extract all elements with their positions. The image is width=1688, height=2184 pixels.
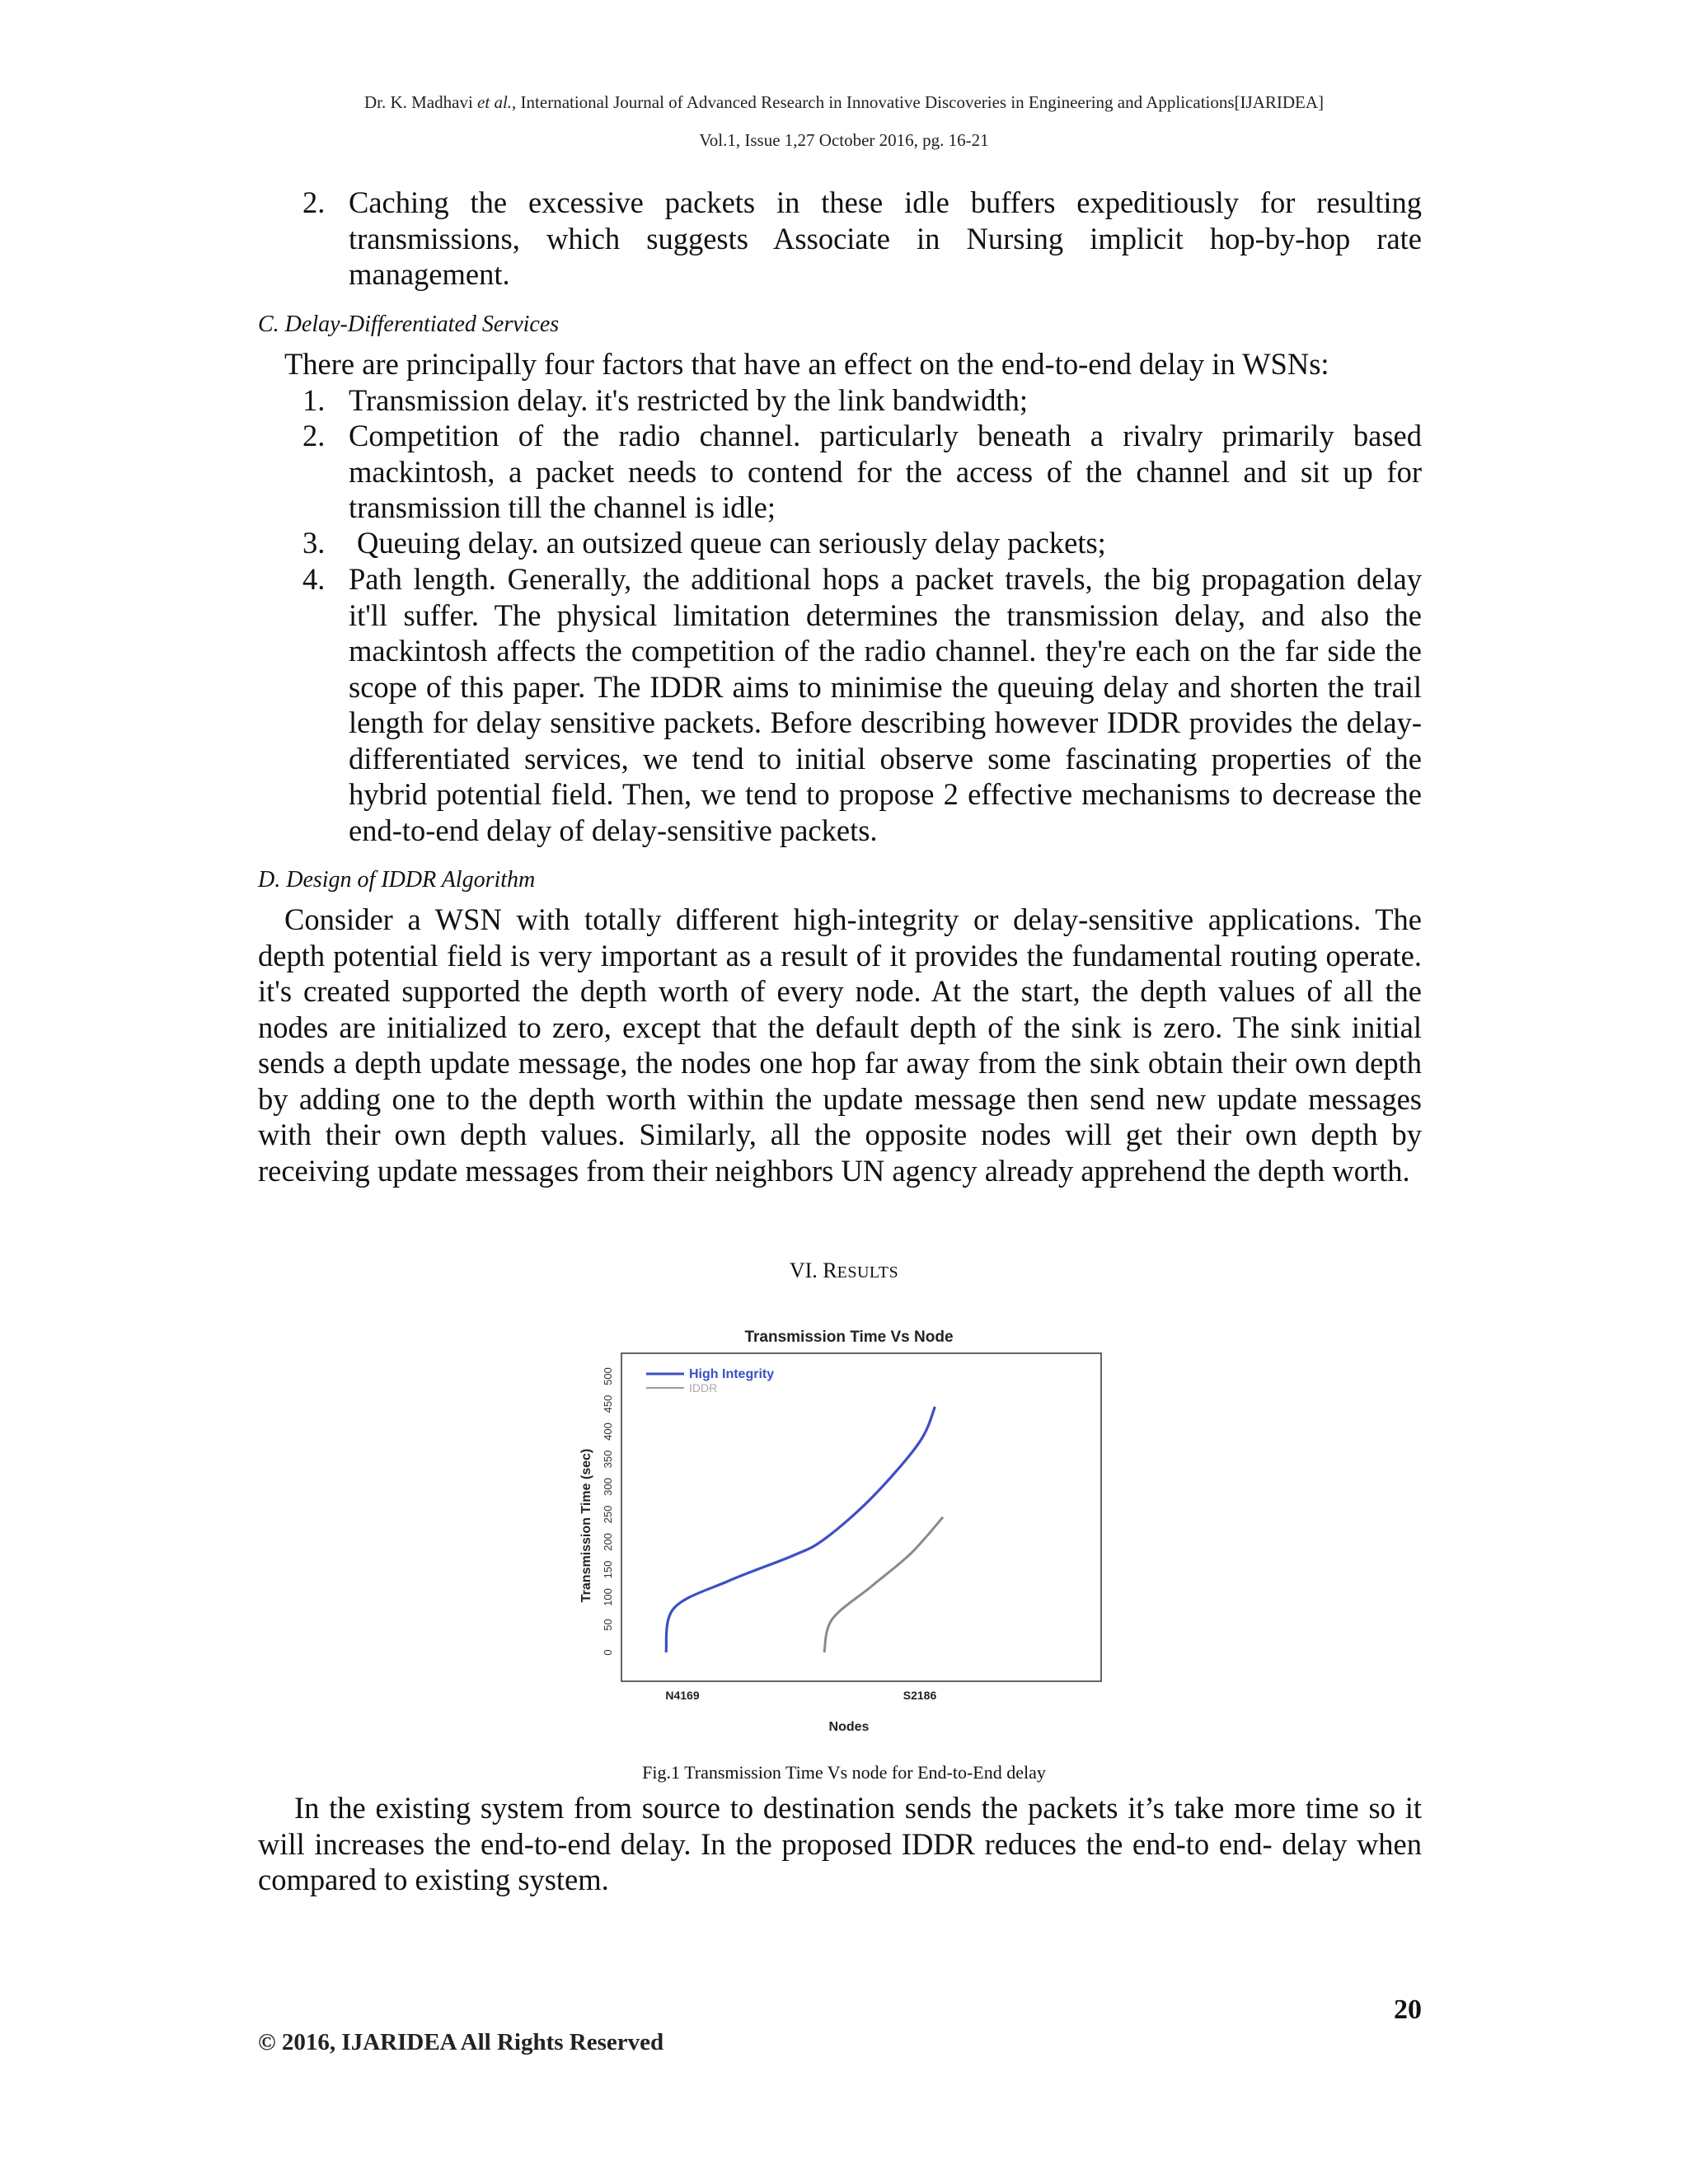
header-etal: et al.,	[477, 92, 517, 112]
header-authors: Dr. K. Madhavi	[363, 92, 478, 112]
y-tick-label: 350	[602, 1450, 614, 1469]
y-tick-label: 400	[602, 1422, 614, 1441]
x-axis-label: Nodes	[828, 1720, 870, 1734]
y-tick-label: 50	[602, 1619, 614, 1631]
y-tick-label: 200	[602, 1533, 614, 1551]
y-tick-label: 450	[602, 1394, 614, 1413]
chart-title: Transmission Time Vs Node	[744, 1329, 954, 1346]
list-item-number: 1.	[302, 383, 326, 417]
y-tick-labels	[602, 1367, 614, 1655]
running-header-journal	[0, 92, 1688, 113]
list-item-text: Transmission delay. it's restricted by the link bandwidth;	[349, 383, 1029, 417]
list-item-1	[302, 382, 1422, 419]
y-axis-label: Transmission Time (sec)	[579, 1448, 593, 1603]
list-item-text: Path length. Generally, the additional hops a packet travels, the big propagation delay it'll suffer. The physical limitation determines the transmission delay, and also the mackintosh affects the competition of the radio channel. they're each on the far side the scope of this paper. The IDDR aims to minimise the queuing delay and shorten the trail length for delay sensitive packets. Before describing however IDDR provides the delay-differentiated services, we tend to initial observe some fascinating properties of the hybrid potential field. Then, we tend to propose 2 effective mechanisms to decrease the end-to-end delay of delay-sensitive packets.	[349, 562, 1422, 847]
plot-area-frame	[621, 1353, 1101, 1681]
list-item-number: 4.	[302, 562, 326, 596]
running-header-volume: Vol.1, Issue 1,27 October 2016, pg. 16-21	[699, 130, 989, 150]
list-item-number: 2.	[302, 419, 326, 452]
list-item-2	[302, 418, 1422, 526]
list-item-number: 3.	[302, 526, 326, 560]
list-item-text: Competition of the radio channel. particularly beneath a rivalry primarily based mackintosh, a packet needs to contend for the access of the channel and sit up for transmission till the channel is idle;	[349, 419, 1422, 524]
copyright-footer: © 2016, IJARIDEA All Rights Reserved	[258, 2029, 664, 2055]
y-tick-label: 300	[602, 1478, 614, 1496]
closing-paragraph: In the existing system from source to destination sends the packets it’s take more time so it will increases the end-to-end delay. In the proposed IDDR reduces the end-to end- delay when compared to existing system.	[258, 1791, 1422, 1896]
figure-caption: Fig.1 Transmission Time Vs node for End-to-End delay	[642, 1762, 1046, 1783]
x-tick-label: N4169	[665, 1689, 700, 1702]
section-title-rest: ESULTS	[837, 1263, 899, 1282]
subsection-heading-d: D. Design of IDDR Algorithm	[258, 867, 536, 893]
header-journal-name: International Journal of Advanced Research in Innovative Discoveries in Engineering and Applications[IJARIDEA]	[516, 92, 1325, 112]
list-item-text: Queuing delay. an outsized queue can seriously delay packets;	[357, 526, 1106, 560]
series-line-iddr	[824, 1517, 943, 1652]
legend	[646, 1367, 774, 1394]
section-c-intro: There are principally four factors that have an effect on the end-to-end delay in WSNs:	[284, 347, 1329, 381]
y-tick-label: 250	[602, 1505, 614, 1524]
y-tick-label: 500	[602, 1367, 614, 1385]
section-d-paragraph: Consider a WSN with totally different high-integrity or delay-sensitive applications. The depth potential field is very important as a result of it provides the fundamental routing operate. it's created supported the depth worth of every node. At the start, the depth values of all the nodes are initialized to zero, except that the default depth of the sink is zero. The sink initial sends a depth update message, the nodes one hop far away from the sink obtain their own depth by adding one to the depth worth within the update message then send new update messages with their own depth values. Similarly, all the opposite nodes will get their own depth by receiving update messages from their neighbors UN agency already apprehend the depth worth.	[258, 902, 1422, 1188]
x-tick-label: S2186	[903, 1689, 937, 1702]
list-item-caching	[302, 185, 1422, 293]
section-title-initial: R	[823, 1258, 837, 1282]
transmission-time-chart	[569, 1319, 1113, 1739]
y-tick-label: 150	[602, 1560, 614, 1579]
section-heading-results	[0, 1258, 1688, 1283]
series-lines	[666, 1407, 943, 1652]
section-numeral: VI.	[789, 1258, 823, 1282]
series-line-high-integrity	[666, 1407, 935, 1652]
legend-label-high-integrity: High Integrity	[689, 1367, 775, 1381]
legend-label-iddr: IDDR	[689, 1381, 718, 1394]
list-item-text: Caching the excessive packets in these idle buffers expeditiously for resulting transmissions, which suggests Associate in Nursing implicit hop-by-hop rate management.	[349, 185, 1422, 291]
subsection-heading-c: C. Delay-Differentiated Services	[258, 312, 560, 337]
x-tick-labels	[665, 1689, 936, 1702]
list-item-3	[302, 525, 1422, 561]
y-tick-label: 0	[602, 1649, 614, 1656]
list-item-4	[302, 561, 1422, 848]
page-number: 20	[1394, 1994, 1422, 2025]
list-item-number: 2.	[302, 185, 326, 219]
y-tick-label: 100	[602, 1588, 614, 1606]
